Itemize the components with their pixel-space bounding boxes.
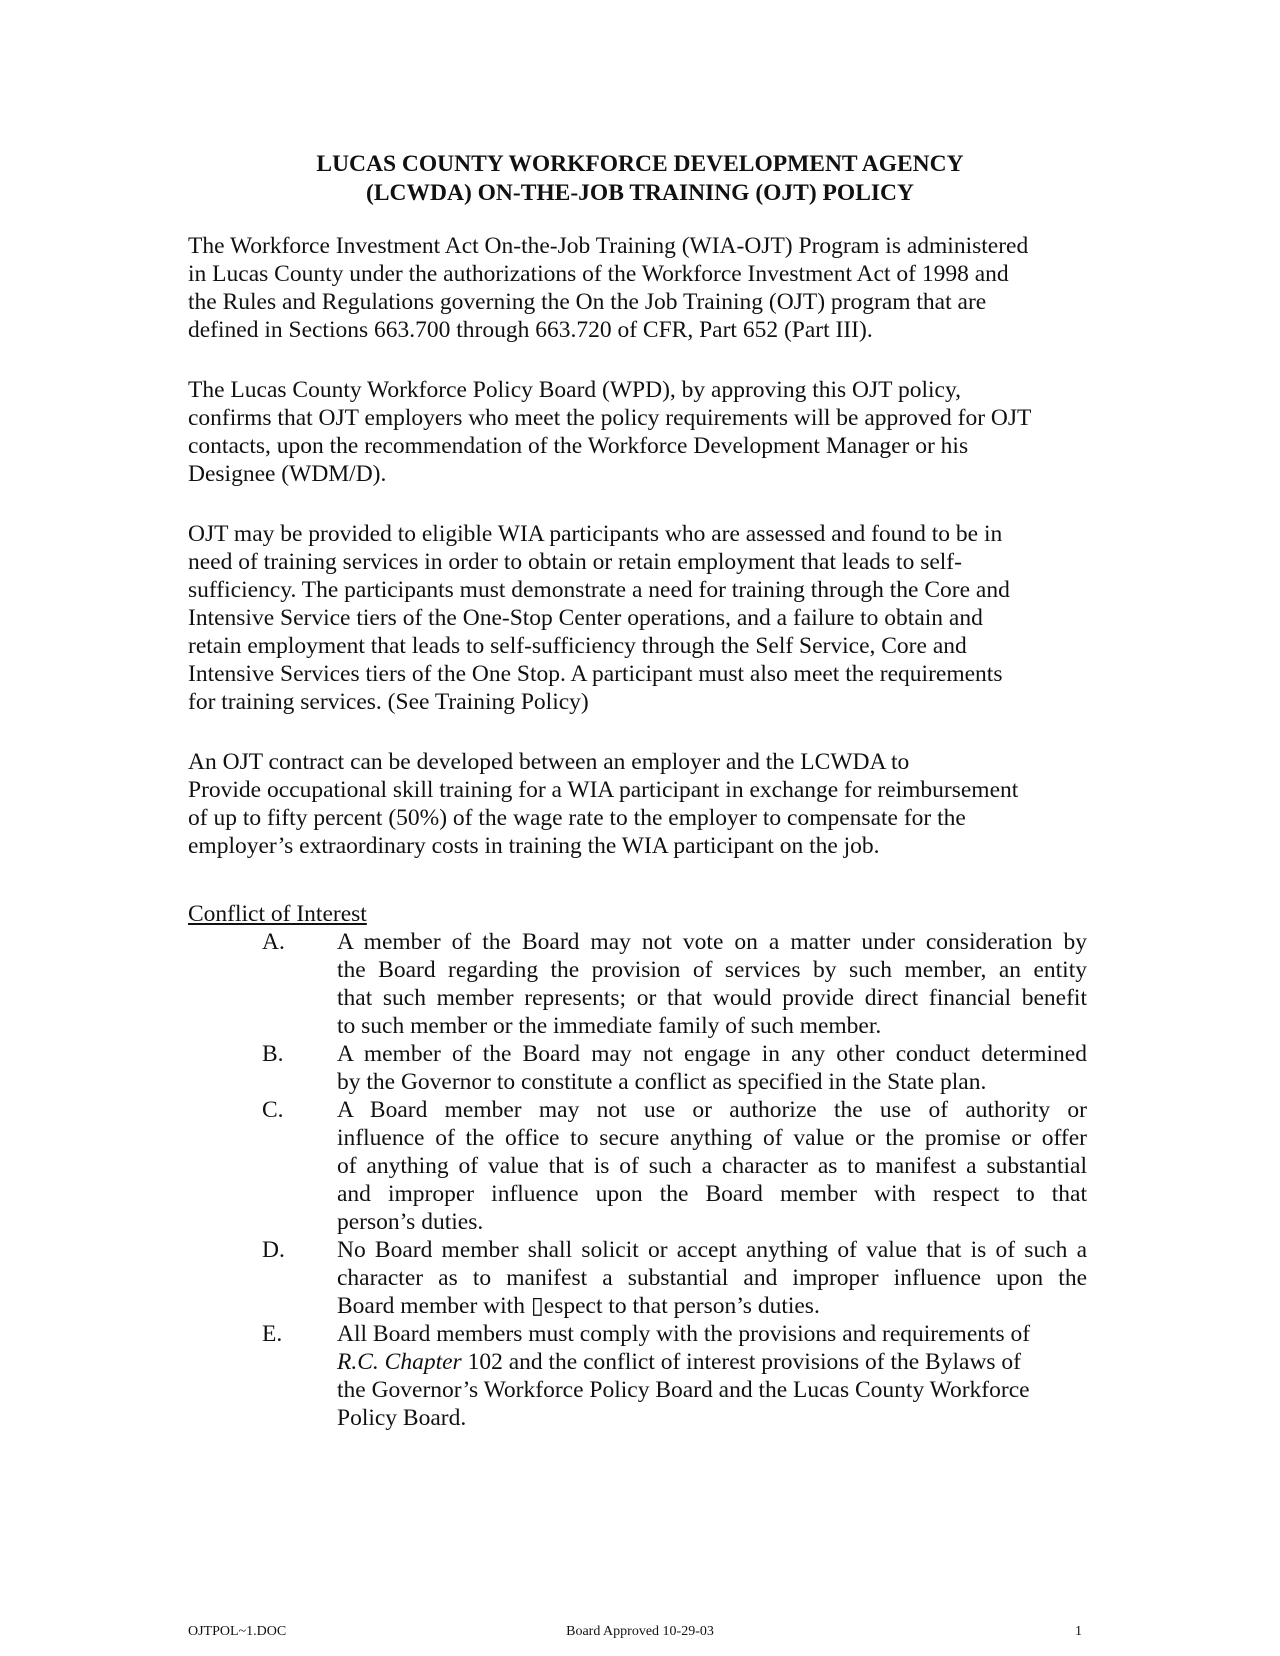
paragraph-3-line-4: Intensive Service tiers of the One-Stop Center operations, and a failure to obtain and xyxy=(188,605,983,631)
paragraph-4-line-1: An OJT contract can be developed between an employer and the LCWDA to xyxy=(188,749,910,775)
list-marker-c: C. xyxy=(262,1097,284,1123)
paragraph-3-line-5: retain employment that leads to self-sufficiency through the Self Service, Core and xyxy=(188,633,967,659)
title-line-2: (LCWDA) ON-THE-JOB TRAINING (OJT) POLICY xyxy=(366,180,914,206)
item-c-line-1: A Board member may not use or authorize the use of authority or xyxy=(337,1097,1087,1123)
footer-filename: OJTPOL~1.DOC xyxy=(188,1624,287,1639)
paragraph-4-line-4: employer’s extraordinary costs in training the WIA participant on the job. xyxy=(188,833,880,859)
statute-reference: R.C. Chapter xyxy=(337,1349,462,1375)
item-c-line-3: of anything of value that is of such a character as to manifest a substantial xyxy=(337,1153,1087,1179)
footer-page-number: 1 xyxy=(1075,1624,1082,1639)
item-b-line-2: by the Governor to constitute a conflict as specified in the State plan. xyxy=(337,1069,987,1095)
item-d-line-1: No Board member shall solicit or accept anything of value that is of such a xyxy=(337,1237,1087,1263)
paragraph-2-line-1: The Lucas County Workforce Policy Board (WPD), by approving this OJT policy, xyxy=(188,377,962,403)
paragraph-4-line-2: Provide occupational skill training for a WIA participant in exchange for reimbursement xyxy=(188,777,1019,803)
footer-approval-date: Board Approved 10-29-03 xyxy=(566,1624,714,1639)
list-marker-a: A. xyxy=(262,929,285,955)
item-c-line-2: influence of the office to secure anything of value or the promise or offer xyxy=(337,1125,1087,1151)
document-title xyxy=(0,150,1280,208)
item-a-line-3: that such member represents; or that would provide direct financial benefit xyxy=(337,985,1087,1011)
paragraph-3-line-1: OJT may be provided to eligible WIA participants who are assessed and found to be in xyxy=(188,521,1003,547)
item-a-line-1: A member of the Board may not vote on a matter under consideration by xyxy=(337,929,1087,955)
paragraph-1-line-1: The Workforce Investment Act On-the-Job Training (WIA-OJT) Program is administered xyxy=(188,233,1029,259)
paragraph-2-line-4: Designee (WDM/D). xyxy=(188,461,387,487)
list-marker-d: D. xyxy=(262,1237,285,1263)
item-e-line-3: the Governor’s Workforce Policy Board and the Lucas County Workforce xyxy=(337,1377,1030,1403)
paragraph-3-line-3: sufficiency. The participants must demonstrate a need for training through the Core and xyxy=(188,577,1010,603)
item-b-line-1: A member of the Board may not engage in any other conduct determined xyxy=(337,1041,1087,1067)
paragraph-1-line-2: in Lucas County under the authorizations of the Workforce Investment Act of 1998 and xyxy=(188,261,1009,287)
paragraph-2-line-3: contacts, upon the recommendation of the Workforce Development Manager or his xyxy=(188,433,969,459)
item-d-line-3: Board member with ▯espect to that person’s duties. xyxy=(337,1293,820,1319)
paragraph-3-line-6: Intensive Services tiers of the One Stop. A participant must also meet the requirements xyxy=(188,661,1003,687)
paragraph-3-line-2: need of training services in order to obtain or retain employment that leads to self- xyxy=(188,549,962,575)
item-a-line-2: the Board regarding the provision of services by such member, an entity xyxy=(337,957,1087,983)
item-d-line-2: character as to manifest a substantial and improper influence upon the xyxy=(337,1265,1087,1291)
item-c-line-4: and improper influence upon the Board member with respect to that xyxy=(337,1181,1087,1207)
section-heading-conflict-of-interest: Conflict of Interest xyxy=(188,901,367,927)
item-c-line-5: person’s duties. xyxy=(337,1209,484,1235)
paragraph-2-line-2: confirms that OJT employers who meet the policy requirements will be approved for OJT xyxy=(188,405,1032,431)
list-marker-e: E. xyxy=(262,1321,283,1347)
item-a-line-4: to such member or the immediate family of such member. xyxy=(337,1013,882,1039)
paragraph-1-line-3: the Rules and Regulations governing the On the Job Training (OJT) program that are xyxy=(188,289,987,315)
item-e-line-2 xyxy=(337,1348,1087,1376)
paragraph-3-line-7: for training services. (See Training Policy) xyxy=(188,689,589,715)
item-e-line-1: All Board members must comply with the provisions and requirements of xyxy=(337,1321,1031,1347)
paragraph-4-line-3: of up to fifty percent (50%) of the wage rate to the employer to compensate for the xyxy=(188,805,966,831)
item-e-line-2-rest: 102 and the conflict of interest provisions of the Bylaws of xyxy=(461,1349,1022,1375)
list-marker-b: B. xyxy=(262,1041,284,1067)
title-line-1: LUCAS COUNTY WORKFORCE DEVELOPMENT AGENCY xyxy=(316,151,964,177)
paragraph-1-line-4: defined in Sections 663.700 through 663.720 of CFR, Part 652 (Part III). xyxy=(188,317,873,343)
item-e-line-4: Policy Board. xyxy=(337,1405,467,1431)
